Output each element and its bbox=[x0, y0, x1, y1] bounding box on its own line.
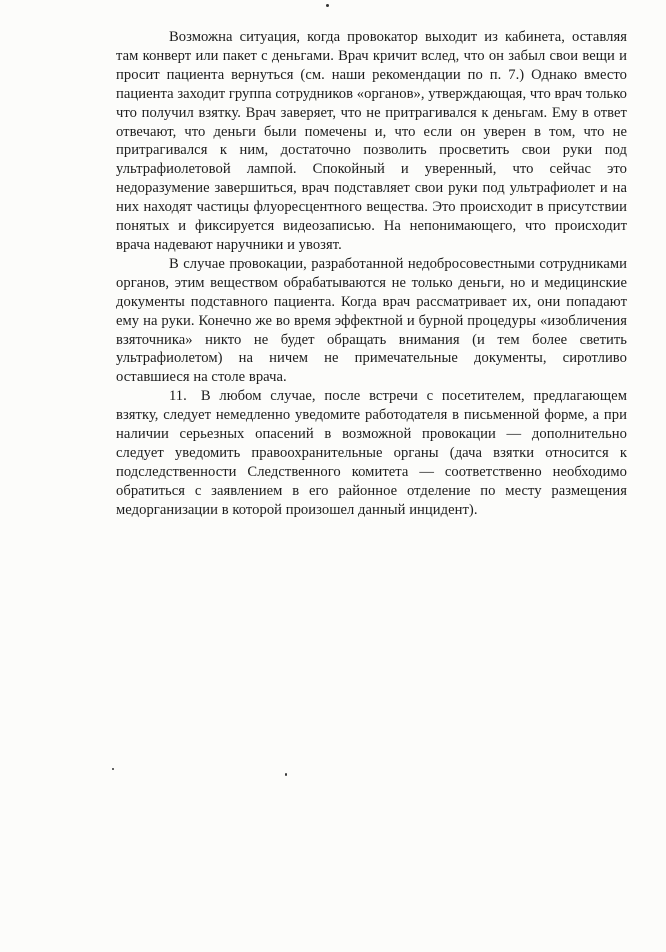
paragraph-marked-documents bbox=[116, 255, 627, 387]
paragraph-provocation-scenario bbox=[116, 28, 627, 255]
paragraph-text: Возможна ситуация, когда провокатор выходит из кабинета, оставляя там конверт или пакет с деньгами. Врач кричит вслед, что он забыл свои вещи и просит пациента вернуться (см. наши рекомендации по п. 7.) Однако вместо пациента заходит группа сотрудников «органов», утверждающая, что врач только что получил взятку. Врач заверяет, что не притрагивался к деньгам. Ему в ответ отвечают, что деньги были помечены и, что если он уверен в том, что не притрагивался к ним, достаточно позволить просветить свои руки под ультрафиолетовой лампой. Спокойный и уверенный, что сейчас это недоразумение завершиться, врач подставляет свои руки под ультрафиолет и на них находят частицы флуоресцентного вещества. Это происходит в присутствии понятых и фиксируется видеозаписью. На непонимающего, что происходит врача надевают наручники и увозят. bbox=[116, 29, 628, 253]
scan-speck bbox=[326, 4, 329, 7]
scan-speck bbox=[112, 768, 114, 770]
paragraph-number: 11. bbox=[169, 388, 187, 405]
paragraph-11-notification bbox=[116, 387, 627, 519]
paragraph-text: В случае провокации, разработанной недобросовестными сотрудниками органов, этим веществом обрабатываются не только деньги, но и медицинские документы подставного пациента. Когда врач рассматривает их, они попадают ему на руки. Конечно же во время эффектной и бурной процедуры «изобличения взяточника» никто не будет обращать внимания (и тем более светить ультрафиолетом) на ничем не примечательные документы, сиротливо оставшиеся на столе врача. bbox=[116, 255, 627, 386]
document-body bbox=[116, 28, 627, 520]
paragraph-text: В любом случае, после встречи с посетителем, предлагающем взятку, следует немедленно уведомите работодателя в письменной форме, а при наличии серьезных опасений в возможной провокации — дополнительно следует уведомить правоохранительные органы (дача взятки относится к подследственности Следственного комитета — соответственно необходимо обратиться с заявлением в его районное отделение по месту размещения медорганизации в которой произошел данный инцидент). bbox=[116, 388, 627, 518]
scan-speck bbox=[285, 773, 287, 776]
reverse-side-bleed-bottom bbox=[30, 540, 650, 870]
